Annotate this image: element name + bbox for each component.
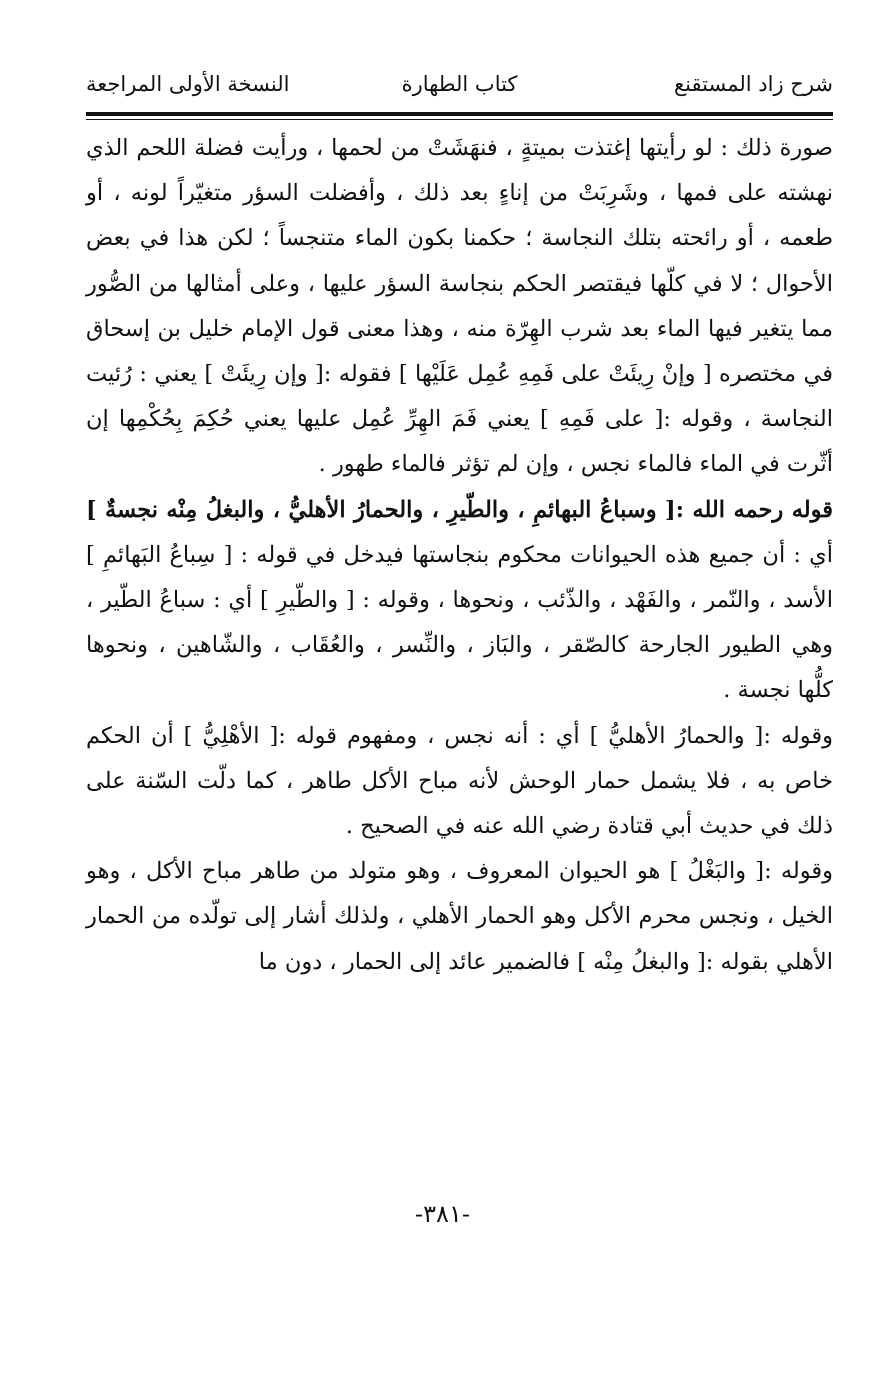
paragraph-4 xyxy=(86,849,833,985)
running-header xyxy=(86,62,833,108)
paragraph-1-text: صورة ذلك : لو رأيتها إغتذت بميتةٍ ، فنهَشَتْ من لحمها ، ورأيت فضلة اللحم الذي نهشته على فمها ، وشَرِبَتْ من إناءٍ بعد ذلك ، وأفضلت السؤر متغيّراً لونه ، أو طعمه ، أو رائحته بتلك النجاسة ؛ حكمنا بكون الماء متنجساً ؛ لكن هذا في بعض الأحوال ؛ لا في كلّها فيقتصر الحكم بنجاسة السؤر عليها ، وعلى أمثالها من الصُّور مما يتغير فيها الماء بعد شرب الهِرّة منه ، وهذا معنى قول الإمام خليل بن إسحاق في مختصره [ وإنْ رِيئَتْ على فَمِهِ عُمِل عَلَيْها ] فقوله :[ وإن رِيئَتْ ] يعني : رُئيت النجاسة ، وقوله :[ على فَمِهِ ] يعني فَمَ الهِرِّ عُمِل عليها يعني حُكِمَ بِحُكْمِها إن أثّرت في الماء فالماء نجس ، وإن لم تؤثر فالماء طهور . xyxy=(86,135,833,478)
paragraph-3 xyxy=(86,714,833,850)
paragraph-4-text: وقوله :[ والبَغْلُ ] هو الحيوان المعروف ، وهو متولد من طاهر مباح الأكل ، وهو الخيل ، ونجس محرم الأكل وهو الحمار الأهلي ، ولذلك أشار إلى تولّده من الحمار الأهلي بقوله :[ والبغلُ مِنْه ] فالضمير عائد إلى الحمار ، دون ما xyxy=(86,858,833,975)
header-chapter-title: كتاب الطهارة xyxy=(401,72,518,96)
header-rule-thick xyxy=(86,112,833,116)
paragraph-2 xyxy=(86,488,833,714)
header-rule-thin xyxy=(86,119,833,120)
page-body xyxy=(86,126,833,985)
paragraph-2-text: أي : أن جميع هذه الحيوانات محكوم بنجاستها فيدخل في قوله : [ سِباعُ البَهائمِ ] الأسد ، والنّمر ، والفَهْد ، والذّئب ، ونحوها ، وقوله : [ والطّيرِ ] أي : سباعُ الطّير ، وهي الطيور الجارحة كالصّقر ، والبَاز ، والنِّسر ، والعُقَاب ، والشّاهين ، ونحوها كلُّها نجسة . xyxy=(86,541,833,704)
page-number: -٣٨١- xyxy=(415,1200,470,1228)
paragraph-2-quoted-matn: قوله رحمه الله :[ وسباعُ البهائمِ ، والطّيرِ ، والحمارُ الأهليُّ ، والبغلُ مِنْه نجسةٌ ] xyxy=(86,496,833,523)
header-book-title: شرح زاد المستقنع xyxy=(674,72,833,96)
paragraph-1 xyxy=(86,126,833,488)
header-edition: النسخة الأولى المراجعة xyxy=(86,72,290,96)
paragraph-3-text: وقوله :[ والحمارُ الأهليُّ ] أي : أنه نجس ، ومفهوم قوله :[ الأهْلِيُّ ] أن الحكم خاص به ، فلا يشمل حمار الوحش لأنه مباح الأكل طاهر ، كما دلّت السّنة على ذلك في حديث أبي قتادة رضي الله عنه في الصحيح . xyxy=(86,722,833,840)
page xyxy=(86,62,833,1322)
